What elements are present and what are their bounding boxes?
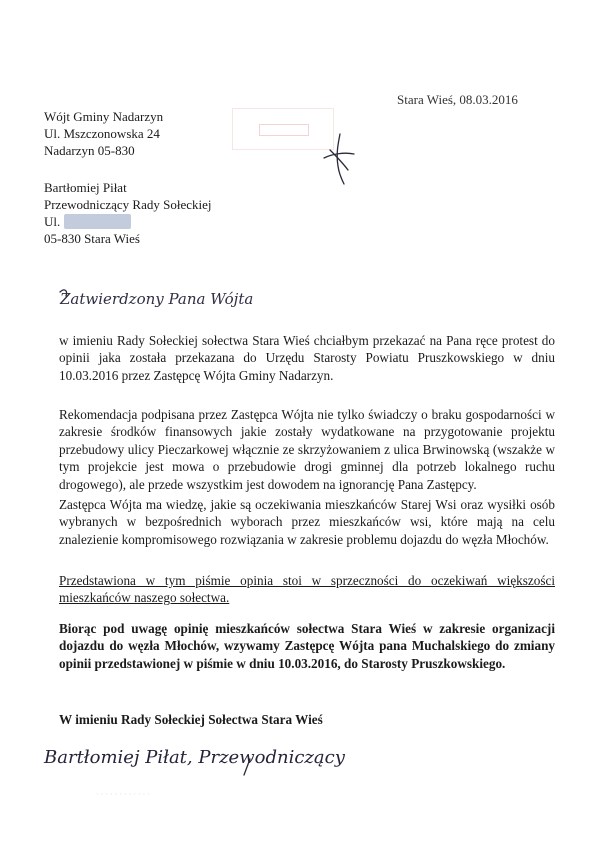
- recipient-line: Nadarzyn 05-830: [44, 143, 135, 158]
- signature-text: Bartłomiej Piłat, Przewodniczący: [44, 747, 345, 768]
- closing-line: W imieniu Rady Sołeckiej Sołectwa Stara Wieś: [59, 712, 323, 727]
- sender-address: [44, 179, 212, 247]
- recipient-line: Ul. Mszczonowska 24: [44, 126, 160, 141]
- recipient-address: [44, 108, 163, 159]
- handwritten-note: [60, 284, 330, 320]
- paragraph-intro: w imieniu Rady Sołeckiej sołectwa Stara Wieś chciałbym przekazać na Pana ręce protest do opinii jaka została przekazana do Urzędu Starosty Powiatu Pruszkowskiego w dniu 10.03.2016 przez Zastępcę Wójta Gminy Nadarzyn.: [59, 333, 555, 383]
- handwritten-note-text: Zatwierdzony Pana Wójta: [60, 290, 254, 308]
- sender-title: Przewodniczący Rady Sołeckiej: [44, 197, 212, 212]
- sender-street: [44, 213, 212, 230]
- paragraph-recommendation: Rekomendacja podpisana przez Zastępca Wójta nie tylko świadczy o braku gospodarności w zakresie środków finansowych jakie zostały wydatkowane na przygotowanie projektu przebudowy ulicy Pieczarkowej włącznie ze skrzyżowaniem z ulica Brwinowską (wszakże w tym projekcie jest mowa o przebudowie drogi gminnej dla potrzeb lokalnego ruchu drogowego), ale przede wszystkim jest dowodem na ignorancję Pana Zastępcy.: [59, 407, 555, 492]
- paragraph-expectations: Zastępca Wójta ma wiedzę, jakie są oczekiwania mieszkańców Starej Wsi oraz wysiłki osób wybranych w bezpośrednich wyborach przez mieszkańców wsi, które mają na celu znalezienie kompromisowego rozwiązania w zakresie problemu dojazdu do węzła Młochów.: [59, 497, 555, 547]
- paragraph-call-bold: Biorąc pod uwagę opinię mieszkańców sołectwa Stara Wieś w zakresie organizacji dojazdu do węzła Młochów, wzywamy Zastępcę Wójta pana Muchalskiego do zmiany opinii przedstawionej w piśmie w dniu 10.03.2016, do Starosty Pruszkowskiego.: [59, 621, 555, 671]
- letter-date: Stara Wieś, 08.03.2016: [397, 92, 518, 107]
- faint-residue: · · · · · · · · · · · ·: [96, 790, 150, 799]
- handwritten-mark: [318, 132, 358, 192]
- street-redacted: Klonowa 10: [65, 214, 130, 229]
- sender-name: Bartłomiej Piłat: [44, 180, 127, 195]
- street-prefix: Ul.: [44, 214, 61, 229]
- handwritten-signature: [44, 735, 424, 785]
- recipient-line: Wójt Gminy Nadarzyn: [44, 109, 164, 124]
- stamp-inner-box: [259, 124, 309, 136]
- paragraph-opinion-underlined: Przedstawiona w tym piśmie opinia stoi w sprzeczności do oczekiwań większości mieszkańców naszego sołectwa.: [59, 573, 555, 606]
- sender-city: 05-830 Stara Wieś: [44, 231, 140, 246]
